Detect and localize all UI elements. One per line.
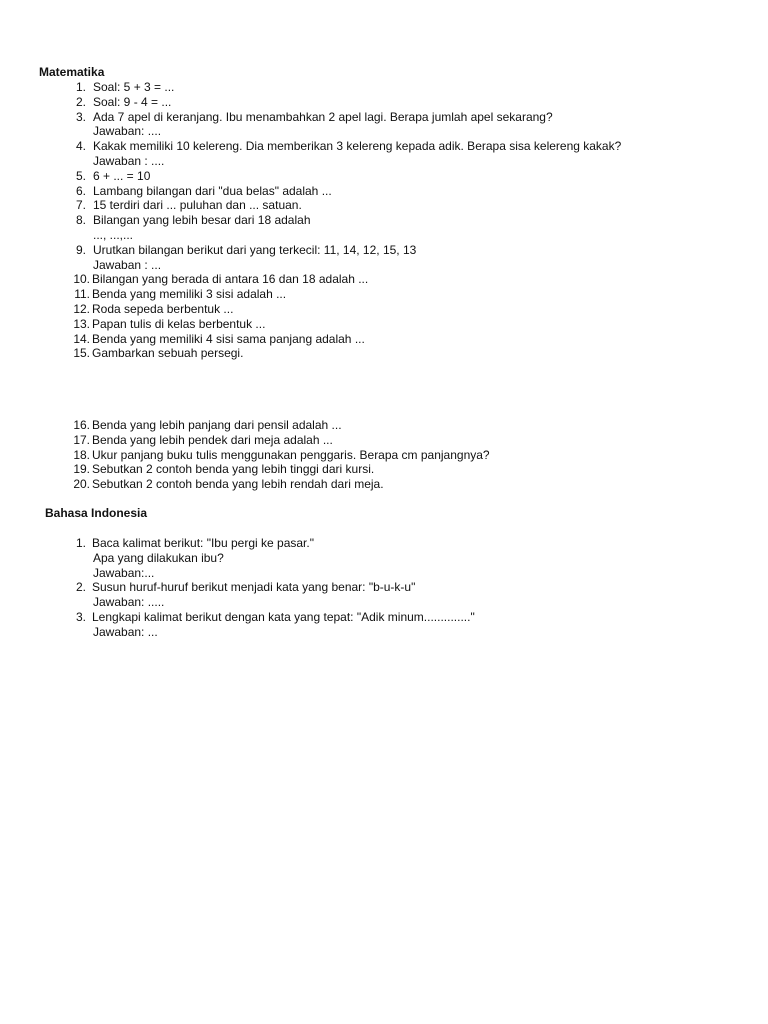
question-item — [0, 580, 416, 610]
question-number: 2. — [75, 94, 86, 109]
question-answer-line: Jawaban: ... — [93, 624, 158, 639]
question-item — [0, 346, 244, 361]
question-item — [0, 301, 234, 317]
question-text: Baca kalimat berikut: "Ibu pergi ke pasar." — [92, 536, 314, 550]
question-text: Ada 7 apel di keranjang. Ibu menambahkan 2 apel lagi. Berapa jumlah apel sekarang? — [93, 109, 553, 124]
question-text: Benda yang lebih panjang dari pensil adalah ... — [92, 418, 342, 432]
question-item — [0, 331, 365, 347]
question-number: 3. — [75, 609, 86, 624]
question-answer-line: Jawaban: ..... — [93, 595, 165, 610]
question-text: Lengkapi kalimat berikut dengan kata yang tepat: "Adik minum.............." — [92, 609, 475, 624]
question-number: 9. — [75, 242, 86, 257]
question-number: 2. — [75, 580, 86, 595]
question-text: Sebutkan 2 contoh benda yang lebih tinggi dari kursi. — [92, 462, 375, 477]
question-item — [0, 316, 266, 332]
question-number: 5. — [75, 168, 86, 183]
bahasa-section-title: Bahasa Indonesia — [45, 506, 148, 520]
question-item — [0, 198, 302, 213]
question-text: Sebutkan 2 contoh benda yang lebih rendah dari meja. — [92, 477, 384, 492]
question-answer-line: Jawaban: .... — [93, 124, 162, 139]
question-text: Soal: 9 - 4 = ... — [93, 94, 172, 109]
question-number: 1. — [75, 536, 86, 550]
question-item — [0, 183, 332, 199]
question-text: 15 terdiri dari ... puluhan dan ... satuan. — [93, 198, 302, 213]
question-answer-line: Jawaban:... — [93, 565, 155, 580]
question-answer-line: Jawaban : ... — [93, 257, 162, 272]
question-text: 6 + ... = 10 — [93, 168, 151, 183]
question-item — [0, 272, 369, 287]
question-item — [0, 287, 287, 302]
question-text: Benda yang memiliki 3 sisi adalah ... — [92, 287, 287, 302]
question-text: Soal: 5 + 3 = ... — [93, 80, 175, 94]
question-number: 3. — [75, 109, 86, 124]
question-item — [0, 139, 622, 169]
question-number: 16. — [73, 418, 90, 432]
question-answer-line: Apa yang dilakukan ibu? — [93, 550, 224, 565]
question-text: Bilangan yang lebih besar dari 18 adalah — [93, 213, 311, 228]
question-item — [0, 109, 553, 140]
question-number: 8. — [75, 213, 86, 228]
question-text: Kakak memiliki 10 kelereng. Dia memberikan 3 kelereng kepada adik. Berapa sisa kelereng kakak? — [93, 139, 622, 154]
question-text: Benda yang memiliki 4 sisi sama panjang adalah ... — [92, 331, 365, 346]
question-number: 6. — [75, 183, 86, 198]
question-text: Ukur panjang buku tulis menggunakan penggaris. Berapa cm panjangnya? — [92, 447, 490, 462]
question-item — [0, 213, 311, 243]
question-text: Lambang bilangan dari "dua belas" adalah ... — [93, 183, 332, 198]
question-number: 15. — [73, 346, 90, 361]
bahasa-question-list — [0, 536, 475, 640]
question-item — [0, 609, 475, 640]
question-number: 7. — [75, 198, 86, 213]
math-question-list-1 — [0, 80, 622, 361]
question-text: Bilangan yang berada di antara 16 dan 18 adalah ... — [92, 272, 369, 287]
question-text: Urutkan bilangan berikut dari yang terkecil: 11, 14, 12, 15, 13 — [93, 242, 417, 257]
question-number: 10. — [73, 272, 90, 287]
question-answer-line: ..., ...,... — [93, 227, 134, 242]
question-text: Benda yang lebih pendek dari meja adalah ... — [92, 432, 333, 447]
question-text: Gambarkan sebuah persegi. — [92, 346, 244, 361]
question-number: 12. — [73, 301, 90, 316]
question-number: 18. — [73, 447, 90, 462]
question-item — [0, 242, 417, 273]
question-number: 17. — [73, 432, 90, 447]
question-item — [0, 94, 172, 110]
question-number: 11. — [74, 287, 90, 302]
question-text: Roda sepeda berbentuk ... — [92, 301, 234, 316]
question-number: 1. — [75, 80, 86, 94]
question-text: Papan tulis di kelas berbentuk ... — [92, 316, 266, 331]
question-answer-line: Jawaban : .... — [93, 153, 165, 168]
math-section-title: Matematika — [39, 65, 105, 79]
question-item — [0, 169, 164, 184]
question-number: 4. — [75, 139, 86, 154]
question-number: 20. — [73, 477, 90, 492]
question-number: 19. — [73, 462, 90, 477]
question-number: 13. — [73, 316, 90, 331]
question-item — [0, 80, 175, 95]
question-number: 14. — [73, 331, 90, 346]
question-text: Susun huruf-huruf berikut menjadi kata yang benar: "b-u-k-u" — [92, 580, 416, 595]
question-item — [0, 536, 314, 580]
